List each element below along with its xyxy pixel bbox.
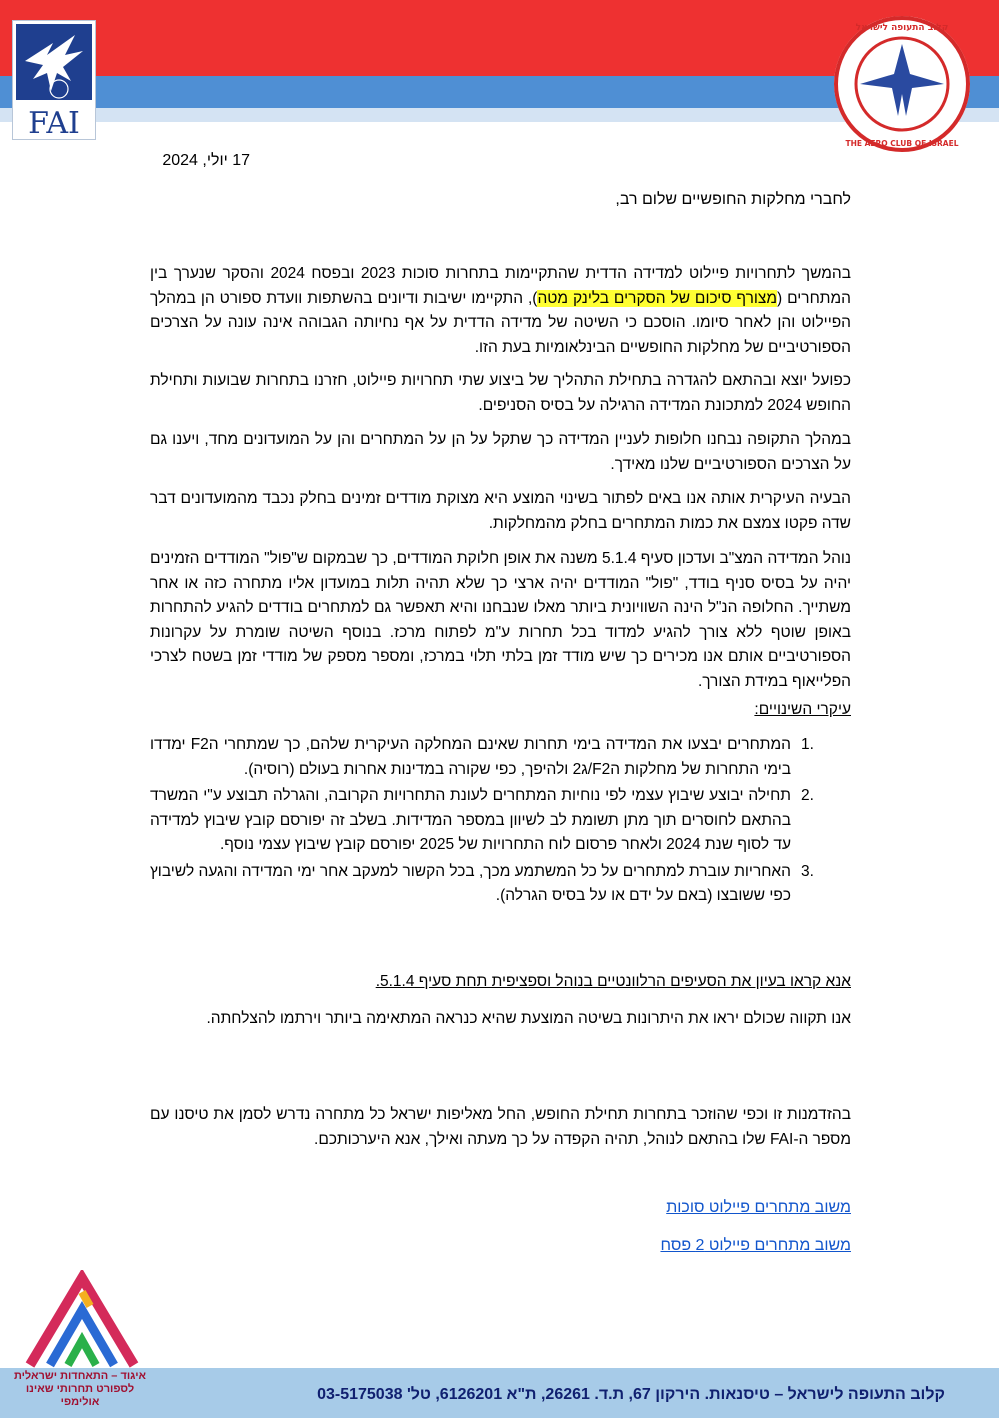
greeting: לחברי מחלקות החופשיים שלום רב, [615, 191, 851, 208]
paragraph-text: ), התקיימו ישיבות ודיונים בהשתפות וועדת ספורט הן במהלך הפיילוט והן לאחר סיומו. הוסכם כי השיטה של מדידה הדדית על אף נחיותה הגבוהה אינה עונה על הצרכים הספורטיביים של מחלקות החופשיים הבינלאומיות בעת הזו. [150, 289, 851, 356]
list-item-text: המתחרים יבצעו את המדידה בימי תחרות שאינם המחלקה העיקרית שלהם, כך שמתחרי הF2 ימדדו בימי התחרות של מחלקות הF2/ג2 ולהיפך, כפי שקורה במדינות אחרות בעולם (רוסיה). [150, 736, 791, 778]
link-survey-pesach[interactable]: משוב מתחרים פיילוט 2 פסח [660, 1237, 851, 1254]
ilan-caption-line: איגוד – התאחדות ישראלית [13, 1370, 147, 1382]
list-number: 2. [801, 787, 814, 804]
changes-heading: עיקרי השינויים: [754, 701, 851, 718]
list-item [150, 733, 851, 782]
list-item [150, 784, 851, 858]
paragraph-return-to-regular: כפועל יוצא ובהתאם להגדרה בתחילת התהליך של ביצוע שתי תחרויות פיילוט, חזרנו בתחרות שבועות ותחילת החופש 2024 למתכונת המדידה הרגילה על בסיס הסניפים. [150, 372, 851, 414]
ilan-caption-line: לספורט תחרותי שאינו אולימפי [25, 1383, 135, 1408]
list-item [150, 860, 851, 909]
read-procedure-note: אנא קראו בעיון את הסעיפים הרלוונטיים בנוהל וספציפית תחת סעיף 5.1.4. [375, 973, 851, 990]
fai-logo [12, 20, 96, 140]
aero-ring-english: THE AERO CLUB OF ISRAEL [845, 139, 959, 148]
link-survey-sukkot[interactable]: משוב מתחרים פיילוט סוכות [666, 1199, 851, 1216]
paragraph-alternatives: במהלך התקופה נבחנו חלופות לעניין המדידה כך שתקל על הן על המתחרים והן על המועדונים מחד, ויענו גם על הצרכים הספורטיביים שלנו מאידך. [150, 431, 851, 473]
paragraph-fai-number: בהזדמנות זו וכפי שהוזכר בתחרות תחילת החופש, החל מאליפות ישראל כל מתחרה נדרש לסמן את טיסנו עם מספר ה-FAI שלו בהתאם לנוהל, תהיה הקפדה על כך מעתה ואילך, אנא היערכותכם. [150, 1106, 851, 1148]
list-item-text: האחריות עוברת למתחרים על כל המשתמע מכך, בכל הקשור למעקב אחר ימי המדידה והגעה לשיבוץ כפי ששובצו (באם על ידם או על בסיס הגרלה). [150, 862, 791, 904]
aero-ring-hebrew: קלוב התעופה לישראל [855, 23, 949, 33]
paragraph-pilot-background [150, 262, 851, 360]
letter-date: 17 יולי, 2024 [162, 152, 250, 169]
paragraph-main-problem: הבעיה העיקרית אותה אנו באים לפתור בשינוי המוצע היא מצוקת מודדים זמינים בחלק נכבד מהמועדונים דבר שדה פקטו צמצם את כמות המתחרים בחלק מהמחלקות. [150, 490, 851, 532]
footer-address: קלוב התעופה לישראל – טיסנאות. הירקון 67, ת.ד. 26261, ת"א 6126201, טל' 03-5175038 [317, 1386, 945, 1403]
ilan-caption [10, 1370, 150, 1409]
list-item-text: תחילה יבוצע שיבוץ עצמי לפי נוחיות המתחרים לעונת התחרויות הקרובה, והגרלה תבוצע ע"י המשרד בהתאם לחוסרים תוך מתן תשומת לב לשיוון במספר המדידות. בשלב זה יפורסם קובץ שיבוץ למדידה עד לסוף שנת 2024 ולאחר פרסום לוח התחרויות של 2025 יפורסם קובץ שיבוץ עצמי נוסף. [150, 787, 791, 853]
changes-list [150, 733, 851, 911]
list-number: 1. [801, 736, 814, 753]
paragraph-hope: אנו תקווה שכולם יראו את היתרונות בשיטה המוצעת שהיא כנראה המתאימה ביותר וירתמו להצלחתה. [206, 1010, 851, 1027]
aero-club-logo [832, 14, 972, 154]
highlighted-survey-note: מצורף סיכום של הסקרים בלינק מטה [537, 289, 777, 307]
paragraph-text: בהמשך לתחרויות פיילוט למדידה הדדית שהתקיימות בתחרות סוכות 2023 ובפסח 2024 והסקר שנערך בין המתחרים ( [150, 265, 851, 307]
fai-logo-text: FAI [28, 106, 80, 139]
paragraph-procedure-update: נוהל המדידה המצ"ב ועדכון סעיף 5.1.4 משנה את אופן חלוקת המודדים, כך שבמקום ש"פול" המודדים הזמינים יהיה על בסיס סניף בודד, "פול" המודדים יהיה ארצי כך שלא תהיה תלות במועדון אליו מתחרה כזה או אחר משתייך. החלופה הנ"ל הינה השוויונית ביותר מאלו שנבחנו והיא תאפשר גם למתחרים בודדים להגיע להתחרות באופן שוטף ללא צורך להגיע למדוד בכל תחרות ע"מ לפתוח מרכז. בנוסף השיטה שומרת על עקרונות הספורטיביים אותם אנו מכירים כך שיש מודד זמן בלתי תלוי במרכז, ומספר מספק של מודדי זמן בשטח לצרכי הפלייאוף במידת הצורך. [150, 550, 851, 690]
list-number: 3. [801, 862, 814, 880]
